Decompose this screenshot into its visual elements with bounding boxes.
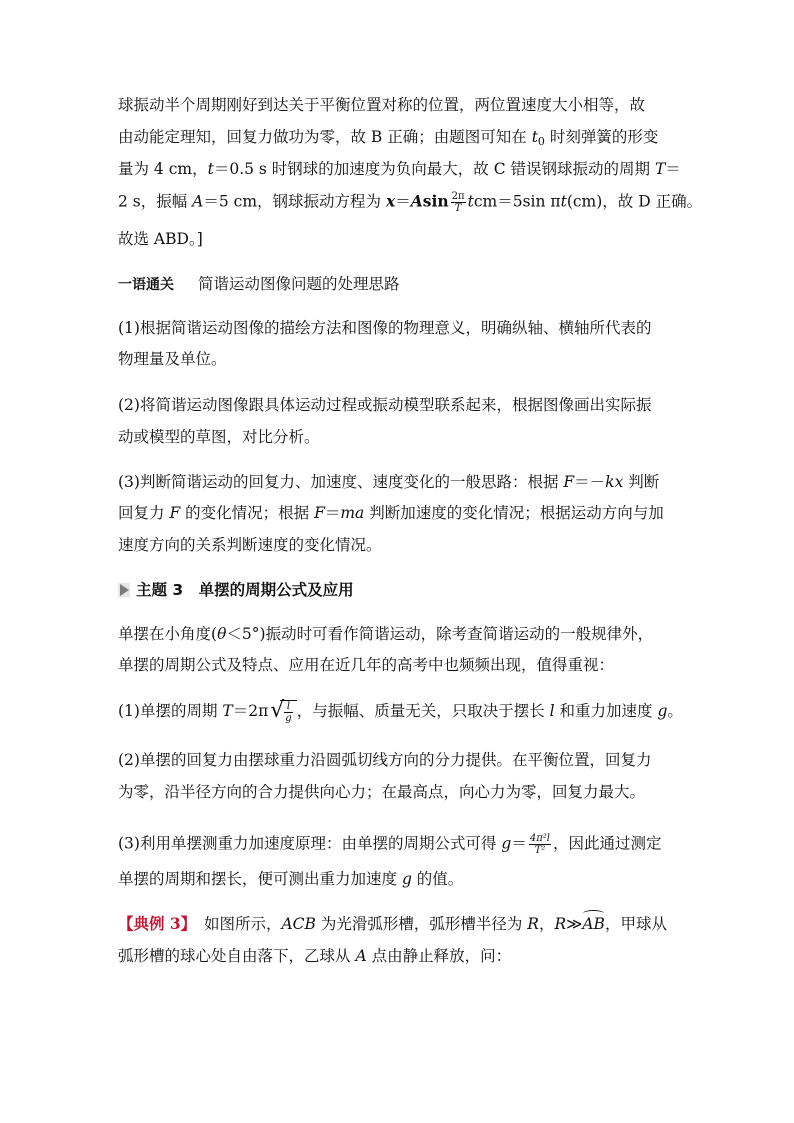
summary-item-2-line-1: (2)将简谐运动图像跟具体运动过程或振动模型联系起来，根据图像画出实际振 — [118, 396, 652, 414]
summary-item-3-line-1: (3)判断简谐运动的回复力、加速度、速度变化的一般思路：根据 F＝－kx 判断 — [118, 473, 660, 491]
topic-3-point-2-line-1: (2)单摆的回复力由摆球重力沿圆弧切线方向的分力提供。在平衡位置，回复力 — [118, 751, 652, 769]
arc-AB: AB — [582, 915, 605, 933]
summary-item-3-line-2: 回复力 F 的变化情况；根据 F＝ma 判断加速度的变化情况；根据运动方向与加 — [118, 504, 664, 522]
solution-line-1: 球振动半个周期刚好到达关于平衡位置对称的位置，两位置速度大小相等，故 — [118, 96, 646, 114]
topic-3-intro-line-2: 单摆的周期公式及特点、应用在近几年的高考中也频频出现，值得重视： — [118, 656, 615, 674]
summary-item-2-line-2: 动或模型的草图，对比分析。 — [118, 428, 320, 446]
fraction-4pi2l-over-T2: $\frac{\text{4π²l}}{\text{T²}}$ — [529, 833, 550, 856]
solution-line-3: 量为 4 cm，t＝0.5 s 时钢球的加速度为负向最大，故 C 错误钢球振动的周期 T＝ — [118, 160, 681, 178]
summary-title: 简谐运动图像问题的处理思路 — [198, 275, 400, 293]
summary-item-3-line-3: 速度方向的关系判断速度的变化情况。 — [118, 536, 382, 554]
example-3-line-1: 【典例 3】 如图所示，ACB 为光滑弧形槽，弧形槽半径为 R，R≫AB，甲球从 — [118, 914, 667, 933]
topic-3-point-3-line-2: 单摆的周期和摆长，便可测出重力加速度 g 的值。 — [118, 870, 464, 888]
topic-3-heading: 主题 3 单摆的周期公式及应用 — [118, 580, 354, 600]
topic-3-point-1: (1)单摆的周期 T＝2π √ $\frac{l}{g}$ ，与振幅、质量无关，只取决于摆长 l 和重力加速度 g。 — [118, 698, 683, 724]
topic-3-intro-line-1: 单摆在小角度(θ＜5°)振动时可看作简谐运动，除考查简谐运动的一般规律外， — [118, 625, 654, 643]
solution-line-2: 由动能定理知，回复力做功为零，故 B 正确；由题图可知在 $t_0$ 时刻弹簧的形变 — [118, 128, 659, 148]
solution-line-5: 故选 ABD。] — [118, 230, 203, 248]
solution-line-4: 2 s，振幅 A＝5 cm，钢球振动方程为 x＝Asin $\frac{2\pi}{T}$ tcm＝5sin πt(cm)，故 D 正确。 — [118, 191, 703, 214]
example-3-label: 【典例 3】 — [118, 914, 189, 933]
fraction-2pi-over-T: $\frac{2\pi}{T}$ — [451, 191, 465, 214]
example-3-line-2: 弧形槽的球心处自由落下，乙球从 A 点由静止释放，问： — [118, 947, 512, 965]
summary-heading — [118, 274, 400, 295]
summary-item-1-line-2: 物理量及单位。 — [118, 350, 227, 368]
play-triangle-icon — [118, 583, 130, 597]
summary-item-1-line-1: (1)根据简谐运动图像的描绘方法和图像的物理意义，明确纵轴、横轴所代表的 — [118, 319, 652, 337]
topic-3-point-3-line-1: (3)利用单摆测重力加速度原理：由单摆的周期公式可得 g＝ $\frac{\text{4π²l}}{\text{T²}}$ ，因此通过测定 — [118, 833, 662, 856]
topic-3-point-2-line-2: 为零，沿半径方向的合力提供向心力；在最高点，向心力为零，回复力最大。 — [118, 783, 646, 801]
summary-label: 一语通关 — [118, 277, 174, 293]
sqrt-l-over-g: √ $\frac{l}{g}$ — [270, 700, 296, 724]
